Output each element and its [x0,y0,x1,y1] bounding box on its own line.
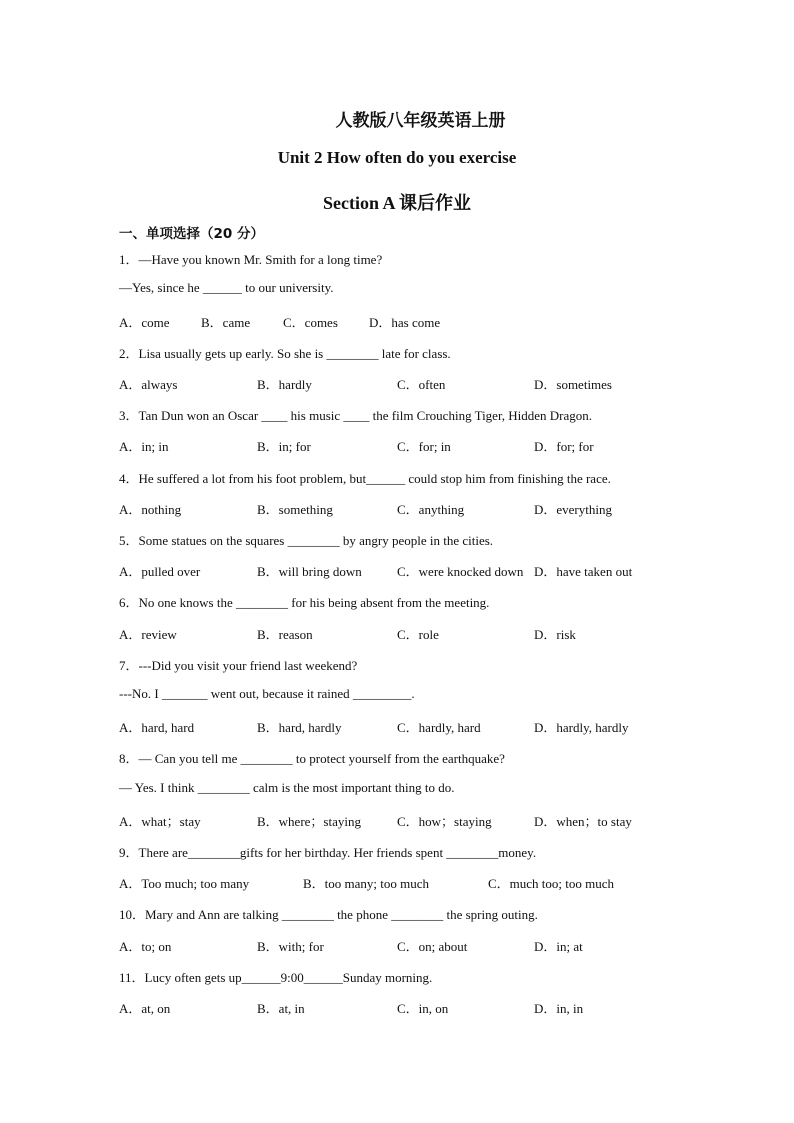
option-c: C．often [397,377,446,392]
unit-title: Unit 2 How often do you exercise [277,148,517,167]
question-7-text-2: ---No. I _______ went out, because it rained _________. [119,686,415,701]
option-d: D．risk [534,627,576,642]
section-heading: 一、单项选择（20 分） [119,226,264,242]
question-4-text: 4．He suffered a lot from his foot problem, but______ could stop him from finishing the race. [119,471,611,486]
option-a: A．to; on [119,939,172,954]
option-b: B．will bring down [257,564,362,579]
option-d: D．when；to stay [534,814,632,829]
option-c: C．much too; too much [488,876,615,891]
option-d: D．in, in [534,1001,584,1016]
option-b: B．reason [257,627,313,642]
option-a: A．pulled over [119,564,201,579]
option-b: B．in; for [257,439,311,454]
option-a: A．in; in [119,439,169,454]
option-c: C．for; in [397,439,451,454]
option-a: A．review [119,627,177,642]
question-7-text: 7．---Did you visit your friend last weekend? [119,658,358,673]
option-d: D．for; for [534,439,594,454]
question-10-text: 10．Mary and Ann are talking ________ the phone ________ the spring outing. [119,907,538,922]
option-b: B．came [201,315,251,330]
option-c: C．role [397,627,439,642]
question-2-text: 2．Lisa usually gets up early. So she is ________ late for class. [119,346,451,361]
option-c: C．comes [283,315,338,330]
option-c: C．on; about [397,939,468,954]
option-a: A．what；stay [119,814,201,829]
section-title: Section A 课后作业 [322,193,471,213]
option-a: A．always [119,377,178,392]
option-a: A．hard, hard [119,720,195,735]
question-1-text: 1．—Have you known Mr. Smith for a long time? [119,252,383,267]
option-a: A．come [119,315,170,330]
option-d: D．sometimes [534,377,612,392]
option-b: B．hardly [257,377,312,392]
option-c: C．anything [397,502,465,517]
option-b: B．with; for [257,939,324,954]
question-1-text-2: —Yes, since he ______ to our university. [119,280,334,295]
option-d: D．have taken out [534,564,633,579]
option-d: D．has come [369,315,441,330]
question-8-text: 8．— Can you tell me ________ to protect yourself from the earthquake? [119,751,505,766]
question-3-text: 3．Tan Dun won an Oscar ____ his music ____ the film Crouching Tiger, Hidden Dragon. [119,408,593,423]
question-6-text: 6．No one knows the ________ for his being absent from the meeting. [119,595,490,610]
option-b: B．where；staying [257,814,361,829]
option-c: C．how；staying [397,814,492,829]
option-a: A．nothing [119,502,182,517]
option-c: C．hardly, hard [397,720,481,735]
option-b: B．too many; too much [303,876,430,891]
option-a: A．Too much; too many [119,876,250,891]
option-d: D．hardly, hardly [534,720,629,735]
question-8-text-2: — Yes. I think ________ calm is the most important thing to do. [119,780,455,795]
page-title-chinese: 人教版八年级英语上册 [335,111,506,131]
option-c: C．in, on [397,1001,449,1016]
option-b: B．hard, hardly [257,720,342,735]
option-a: A．at, on [119,1001,171,1016]
option-d: D．in; at [534,939,583,954]
question-5-text: 5．Some statues on the squares ________ by angry people in the cities. [119,533,494,548]
option-d: D．everything [534,502,612,517]
option-c: C．were knocked down [397,564,524,579]
option-b: B．something [257,502,333,517]
question-9-text: 9．There are________gifts for her birthday. Her friends spent ________money. [119,845,537,860]
option-b: B．at, in [257,1001,305,1016]
question-11-text: 11．Lucy often gets up______9:00______Sunday morning. [119,970,433,985]
